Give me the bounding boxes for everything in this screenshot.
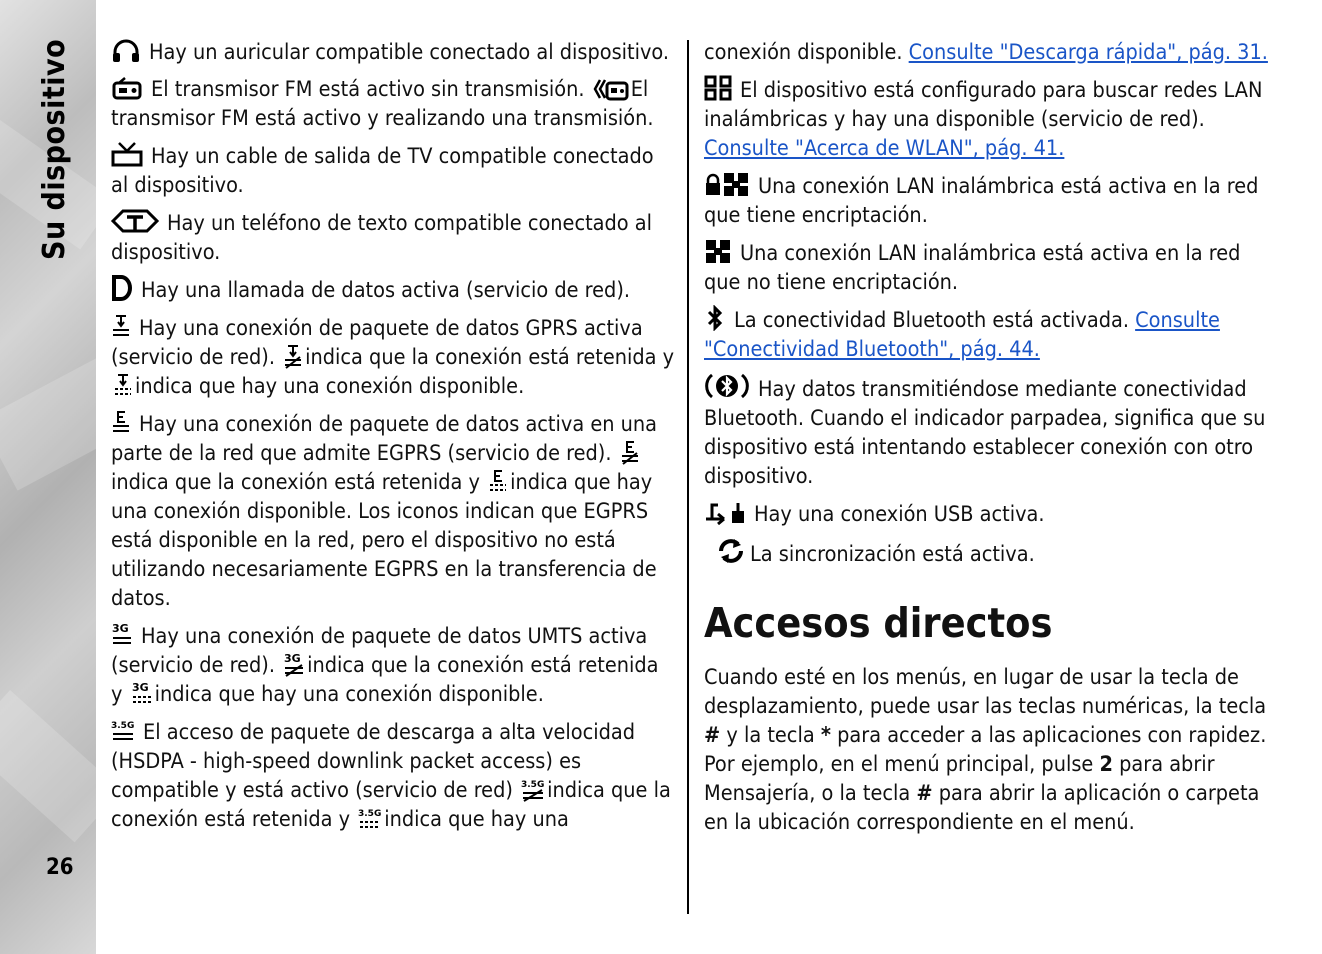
sync-paragraph — [704, 537, 1270, 569]
bluetooth-data-paragraph — [704, 372, 1270, 491]
usb-icon — [704, 499, 746, 525]
key-two: 2 — [1099, 752, 1113, 777]
hsdpa-continuation — [704, 38, 1270, 67]
shortcuts-text-4: para abrir Mensajería, o la tecla — [704, 752, 1215, 806]
svg-text:3.5G: 3.5G — [111, 721, 135, 731]
svg-text:3.5G: 3.5G — [358, 809, 382, 819]
umts-available-text: indica que hay una conexión disponible. — [154, 682, 544, 707]
svg-text:3G: 3G — [112, 622, 129, 635]
wlan-encrypted-icon — [704, 171, 750, 197]
text-phone-text: Hay un teléfono de texto compatible conectado al dispositivo. — [111, 211, 652, 265]
fm-text: El transmisor FM está activo sin transmisión. — [151, 77, 585, 102]
shortcuts-text-1: Cuando esté en los menús, en lugar de usar la tecla de desplazamiento, puede usar las teclas numéricas, la tecla — [704, 665, 1267, 719]
headset-icon — [111, 39, 141, 63]
hsdpa-icon — [111, 717, 135, 743]
egprs-icon — [111, 409, 131, 435]
usb-text: Hay una conexión USB activa. — [754, 502, 1045, 527]
hsdpa-cont-text: conexión disponible. — [704, 40, 903, 65]
egprs-available-text: indica que hay una conexión disponible. Los iconos indican que EGPRS está disponible en la red, pero el dispositivo no está utilizando necesariamente EGPRS en la transferencia de datos. — [111, 470, 657, 611]
sync-text: La sincronización está activa. — [750, 542, 1035, 567]
egprs-held-text: indica que la conexión está retenida y — [111, 470, 480, 495]
svg-text:3.5G: 3.5G — [521, 780, 545, 790]
tv-text: Hay un cable de salida de TV compatible conectado al dispositivo. — [111, 144, 654, 198]
fast-download-link[interactable]: Consulte "Descarga rápida", pág. 31. — [908, 40, 1268, 65]
data-call-icon — [111, 275, 133, 301]
gprs-held-icon — [283, 343, 303, 369]
tv-out-icon — [111, 141, 143, 167]
headset-paragraph — [111, 38, 676, 67]
hsdpa-available-icon — [358, 805, 382, 831]
shortcuts-text-2: y la tecla — [726, 723, 815, 748]
data-call-text: Hay una llamada de datos activa (servicio de red). — [141, 278, 631, 303]
egprs-held-icon — [620, 439, 640, 465]
data-call-paragraph — [111, 275, 676, 305]
sync-icon — [716, 537, 746, 565]
gprs-available-icon — [113, 372, 133, 398]
text-phone-icon — [111, 208, 159, 234]
hsdpa-available-text: indica que hay una — [384, 807, 569, 832]
gprs-held-text: indica que la conexión está retenida y — [305, 345, 675, 370]
wlan-unencrypted-icon — [704, 238, 732, 264]
svg-text:3G: 3G — [131, 681, 149, 694]
umts-held-text: indica que la conexión está retenida y — [111, 653, 659, 707]
gprs-paragraph — [111, 313, 676, 401]
bluetooth-connectivity-link[interactable]: Consulte "Conectividad Bluetooth", pág. 44. — [704, 308, 1220, 362]
chapter-sidebar — [0, 0, 96, 954]
egprs-text: Hay una conexión de paquete de datos activa en una parte de la red que admite EGPRS (servicio de red). — [111, 412, 658, 466]
wlan-scan-icon — [704, 75, 732, 101]
gprs-icon — [111, 313, 131, 339]
svg-text:3G: 3G — [284, 652, 301, 665]
wlan-scan-paragraph — [704, 75, 1270, 163]
key-hash-2: # — [916, 781, 933, 806]
bluetooth-data-text: Hay datos transmitiéndose mediante conectividad Bluetooth. Cuando el indicador parpadea, significa que su dispositivo está intentando establecer conexión con otro dispositivo. — [704, 377, 1266, 489]
egprs-paragraph — [111, 409, 676, 613]
hsdpa-held-text: indica que la conexión está retenida y — [111, 778, 671, 832]
wlan-scan-text: El dispositivo está configurado para buscar redes LAN inalámbricas y hay una disponible (servicio de red). — [704, 78, 1263, 132]
umts-held-icon — [283, 651, 305, 677]
wlan-unencrypted-paragraph — [704, 238, 1270, 297]
bluetooth-paragraph — [704, 305, 1270, 364]
bluetooth-transfer-icon — [704, 372, 750, 400]
bluetooth-text: La conectividad Bluetooth está activada. — [734, 308, 1129, 333]
text-phone-paragraph — [111, 208, 676, 267]
left-column — [111, 38, 676, 842]
bluetooth-icon — [704, 305, 726, 331]
wlan-unencrypted-text: Una conexión LAN inalámbrica está activa en la red que no tiene encriptación. — [704, 241, 1241, 295]
key-star: * — [820, 723, 831, 748]
hsdpa-paragraph — [111, 717, 676, 834]
page-number: 26 — [46, 855, 74, 880]
umts-available-icon — [131, 680, 153, 706]
fm-text-2: El transmisor FM está activo y realizando una transmisión. — [111, 77, 654, 131]
fm-paragraph — [111, 75, 676, 133]
tv-paragraph — [111, 141, 676, 200]
key-hash: # — [704, 723, 721, 748]
hsdpa-text: El acceso de paquete de descarga a alta velocidad (HSDPA - high-speed downlink packet access) es compatible y está activo (servicio de red) — [111, 720, 636, 803]
shortcuts-body — [704, 663, 1270, 837]
usb-paragraph — [704, 499, 1270, 529]
umts-paragraph — [111, 621, 676, 709]
gprs-available-text: indica que hay una conexión disponible. — [135, 374, 525, 399]
gprs-text: Hay una conexión de paquete de datos GPRS activa (servicio de red). — [111, 316, 643, 370]
right-column — [704, 38, 1270, 845]
umts-text: Hay una conexión de paquete de datos UMTS activa (servicio de red). — [111, 624, 648, 678]
shortcuts-text-5: para abrir la aplicación o carpeta en la ubicación correspondiente en el menú. — [704, 781, 1260, 835]
egprs-available-icon — [488, 468, 508, 494]
wlan-encrypted-paragraph — [704, 171, 1270, 230]
fm-transmitting-icon — [593, 77, 629, 101]
wlan-encrypted-text: Una conexión LAN inalámbrica está activa en la red que tiene encriptación. — [704, 174, 1259, 228]
headset-text: Hay un auricular compatible conectado al dispositivo. — [149, 40, 670, 65]
hsdpa-held-icon — [521, 776, 545, 802]
umts-icon — [111, 621, 133, 647]
shortcuts-heading: Accesos directos — [704, 599, 1053, 647]
about-wlan-link[interactable]: Consulte "Acerca de WLAN", pág. 41. — [704, 136, 1065, 161]
column-divider — [687, 40, 689, 914]
section-title: Su dispositivo — [37, 38, 72, 260]
fm-transmitter-icon — [111, 76, 143, 100]
shortcuts-text-3: para acceder a las aplicaciones con rapidez. Por ejemplo, en el menú principal, pulse — [704, 723, 1267, 777]
